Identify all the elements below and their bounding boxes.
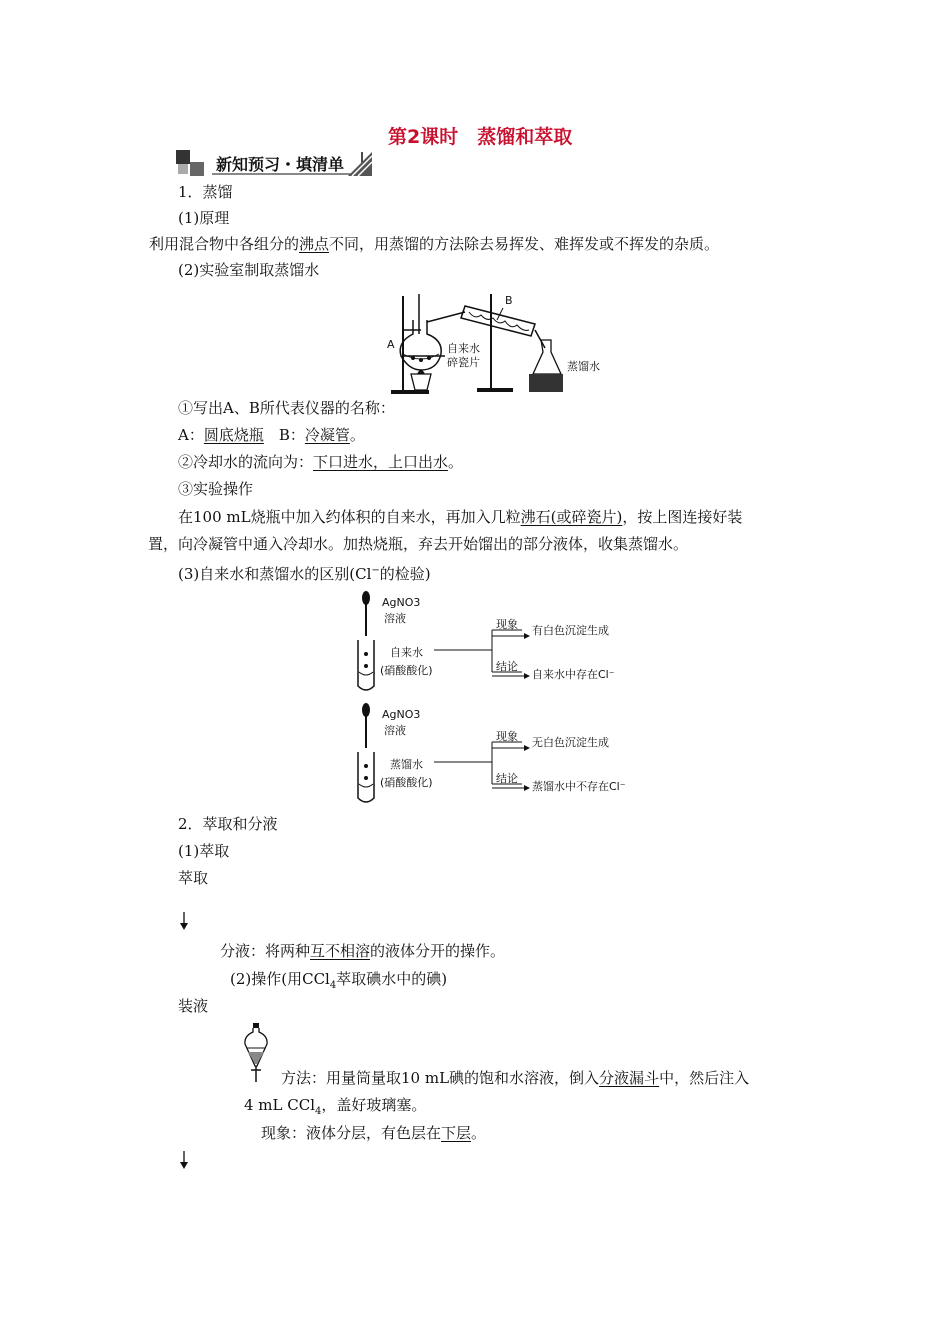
- section1-heading: 1．蒸馏: [178, 183, 233, 201]
- svg-text:AgNO3: AgNO3: [382, 596, 421, 609]
- question-2: ②冷却水的流向为：下口进水，上口出水。: [178, 453, 464, 471]
- svg-text:有白色沉淀生成: 有白色沉淀生成: [532, 624, 609, 637]
- svg-text:AgNO3: AgNO3: [382, 708, 421, 721]
- label-chips: 碎瓷片: [447, 356, 480, 369]
- lab-heading: (2)实验室制取蒸馏水: [178, 261, 320, 279]
- answer-boiling-chips: 沸石(或碎瓷片): [520, 508, 623, 526]
- chloride-test-heading: (3)自来水和蒸馏水的区别(Cl−的检验): [178, 565, 431, 583]
- svg-text:无白色沉淀生成: 无白色沉淀生成: [532, 736, 609, 749]
- svg-text:(硝酸酸化): (硝酸酸化): [380, 776, 433, 789]
- label-a: A: [387, 338, 395, 351]
- principle-text: 利用混合物中各组分的沸点不同，用蒸馏的方法除去易挥发、难挥发或不挥发的杂质。: [149, 235, 720, 253]
- operation-heading: (2)操作(用CCl$_4$萃取碘水中的碘): [230, 970, 448, 991]
- svg-text:自来水: 自来水: [390, 646, 423, 659]
- section-banner: [176, 150, 372, 176]
- label-distilled: 蒸馏水: [567, 360, 600, 373]
- svg-text:现象: 现象: [496, 730, 518, 743]
- section2-heading: 2．萃取和分液: [178, 815, 278, 833]
- svg-text:自来水中存在Cl⁻: 自来水中存在Cl⁻: [532, 668, 615, 681]
- principle-heading: (1)原理: [178, 209, 230, 227]
- down-arrow-icon: [178, 910, 190, 932]
- answer-lower-layer: 下层: [441, 1124, 472, 1142]
- separation-definition: 分液：将两种互不相溶的液体分开的操作。: [220, 942, 506, 960]
- operation-line-2: 置，向冷凝管中通入冷却水。加热烧瓶，弃去开始馏出的部分液体，收集蒸馏水。: [148, 535, 689, 553]
- answer-b: 冷凝管: [304, 426, 350, 444]
- extraction-heading: (1)萃取: [178, 842, 230, 860]
- chloride-test-distilled-water: [352, 702, 632, 812]
- svg-text:结论: 结论: [496, 772, 518, 785]
- chloride-test-tap-water: [352, 590, 632, 700]
- question-1: ①写出A、B所代表仪器的名称：: [178, 399, 395, 417]
- distillation-apparatus: [385, 290, 625, 400]
- page-title: 第2课时 蒸馏和萃取: [388, 126, 573, 148]
- question-3: ③实验操作: [178, 480, 254, 498]
- phenomenon-line: 现象：液体分层，有色层在下层。: [261, 1124, 487, 1142]
- svg-text:现象: 现象: [496, 618, 518, 631]
- method-line-1: 方法：用量筒量取10 mL碘的饱和水溶液，倒入分液漏斗中，然后注入: [281, 1069, 750, 1087]
- svg-text:(硝酸酸化): (硝酸酸化): [380, 664, 433, 677]
- svg-text:结论: 结论: [496, 660, 518, 673]
- extraction-word: 萃取: [178, 869, 209, 887]
- separatory-funnel-icon: [241, 1022, 271, 1084]
- answer-water-flow: 下口进水，上口出水: [313, 453, 449, 471]
- svg-text:溶液: 溶液: [384, 724, 406, 737]
- label-b: B: [505, 294, 513, 307]
- svg-text:蒸馏水中不存在Cl⁻: 蒸馏水中不存在Cl⁻: [532, 780, 626, 793]
- method-line-2: 4 mL CCl$_4$，盖好玻璃塞。: [244, 1096, 427, 1117]
- answer-line-ab: A：圆底烧瓶 B：冷凝管。: [178, 426, 365, 444]
- answer-immiscible: 互不相溶: [310, 942, 371, 960]
- svg-text:蒸馏水: 蒸馏水: [390, 758, 423, 771]
- label-tap-water: 自来水: [447, 342, 480, 355]
- loading-step: 装液: [178, 997, 209, 1015]
- svg-text:溶液: 溶液: [384, 612, 406, 625]
- answer-boiling-point: 沸点: [299, 235, 330, 253]
- operation-line-1: 在100 mL烧瓶中加入约体积的自来水，再加入几粒沸石(或碎瓷片)，按上图连接好装: [178, 508, 743, 526]
- answer-a: 圆底烧瓶: [203, 426, 264, 444]
- down-arrow-icon-2: [178, 1149, 190, 1171]
- answer-separatory-funnel: 分液漏斗: [599, 1069, 660, 1087]
- banner-title: 新知预习・填清单: [216, 155, 345, 174]
